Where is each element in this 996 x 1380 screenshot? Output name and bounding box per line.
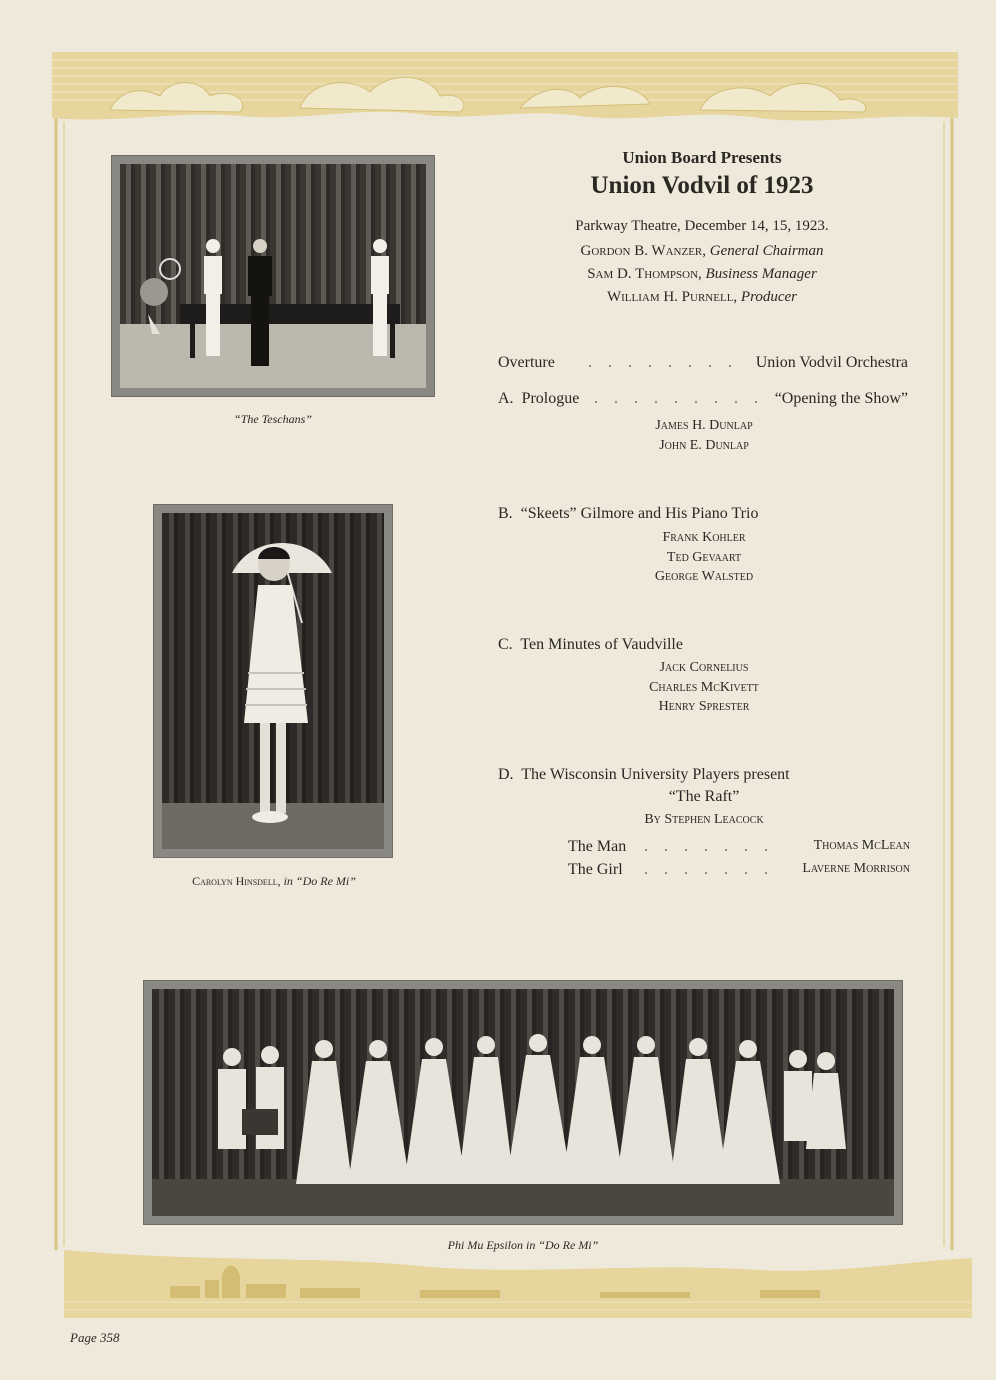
act-c-performers: Jack Cornelius Charles McKivett Henry Sprester [649, 660, 759, 714]
caption-the-teschans: “The Teschans” [234, 412, 312, 426]
cast-actor: Thomas McLean [813, 838, 910, 853]
caption-phi-mu-epsilon: Phi Mu Epsilon in “Do Re Mi” [447, 1238, 599, 1252]
caption-name: Carolyn Hinsdell, [192, 874, 281, 888]
dancer-figure [162, 513, 384, 849]
page-number: Page 358 [70, 1330, 120, 1345]
group-scene [152, 989, 894, 1216]
cast-role: The Girl [568, 861, 623, 878]
credit-row: Sam D. Thompson, Business Manager [587, 266, 817, 282]
presenter-line: Union Board Presents [622, 148, 782, 167]
act-c-title: Ten Minutes of Vaudville [520, 636, 683, 653]
act-a-title: Prologue [521, 390, 580, 407]
act-b-performers: Frank Kohler Ted Gevaart George Walsted [654, 530, 754, 584]
cast-row: The Man . . . . . . . Thomas McLean [568, 838, 910, 855]
overture-performer: Union Vodvil Orchestra [755, 354, 908, 371]
act-b-row: B. “Skeets” Gilmore and His Piano Trio [498, 505, 759, 522]
photo-phi-mu-epsilon [144, 981, 902, 1224]
cast-role: The Man [568, 838, 627, 855]
act-a-row: A. Prologue . . . . . . . . . “Opening the Show” [498, 390, 908, 407]
act-d-row: D. The Wisconsin University Players present [498, 766, 790, 783]
act-c-row: C. Ten Minutes of Vaudville [498, 636, 683, 653]
credit-row: Gordon B. Wanzer, General Chairman [580, 243, 824, 259]
stage-scene [120, 164, 426, 388]
credit-row: William H. Purnell, Producer [606, 289, 798, 305]
act-b-title: “Skeets” Gilmore and His Piano Trio [520, 505, 759, 522]
act-d-title: The Wisconsin University Players present [521, 766, 790, 783]
play-title: “The Raft” [668, 788, 740, 805]
photo-the-teschans [112, 156, 434, 396]
photo-carolyn-hinsdell [154, 505, 392, 857]
play-author: By Stephen Leacock [644, 812, 764, 827]
cast-actor: Laverne Morrison [802, 861, 910, 876]
overture-row: Overture . . . . . . . . Union Vodvil Orchestra [498, 354, 908, 371]
caption-carolyn-hinsdell [140, 874, 408, 889]
act-a-performers: James H. Dunlap John E. Dunlap [655, 418, 753, 453]
overture-label: Overture [498, 354, 555, 371]
venue-line: Parkway Theatre, December 14, 15, 1923. [575, 218, 829, 234]
caption-rest: in “Do Re Mi” [283, 874, 356, 888]
cast-row: The Girl . . . . . . . Laverne Morrison [568, 861, 910, 878]
page-title: Union Vodvil of 1923 [590, 172, 814, 199]
credits-block [500, 240, 904, 309]
act-a-subtitle: “Opening the Show” [774, 390, 908, 407]
